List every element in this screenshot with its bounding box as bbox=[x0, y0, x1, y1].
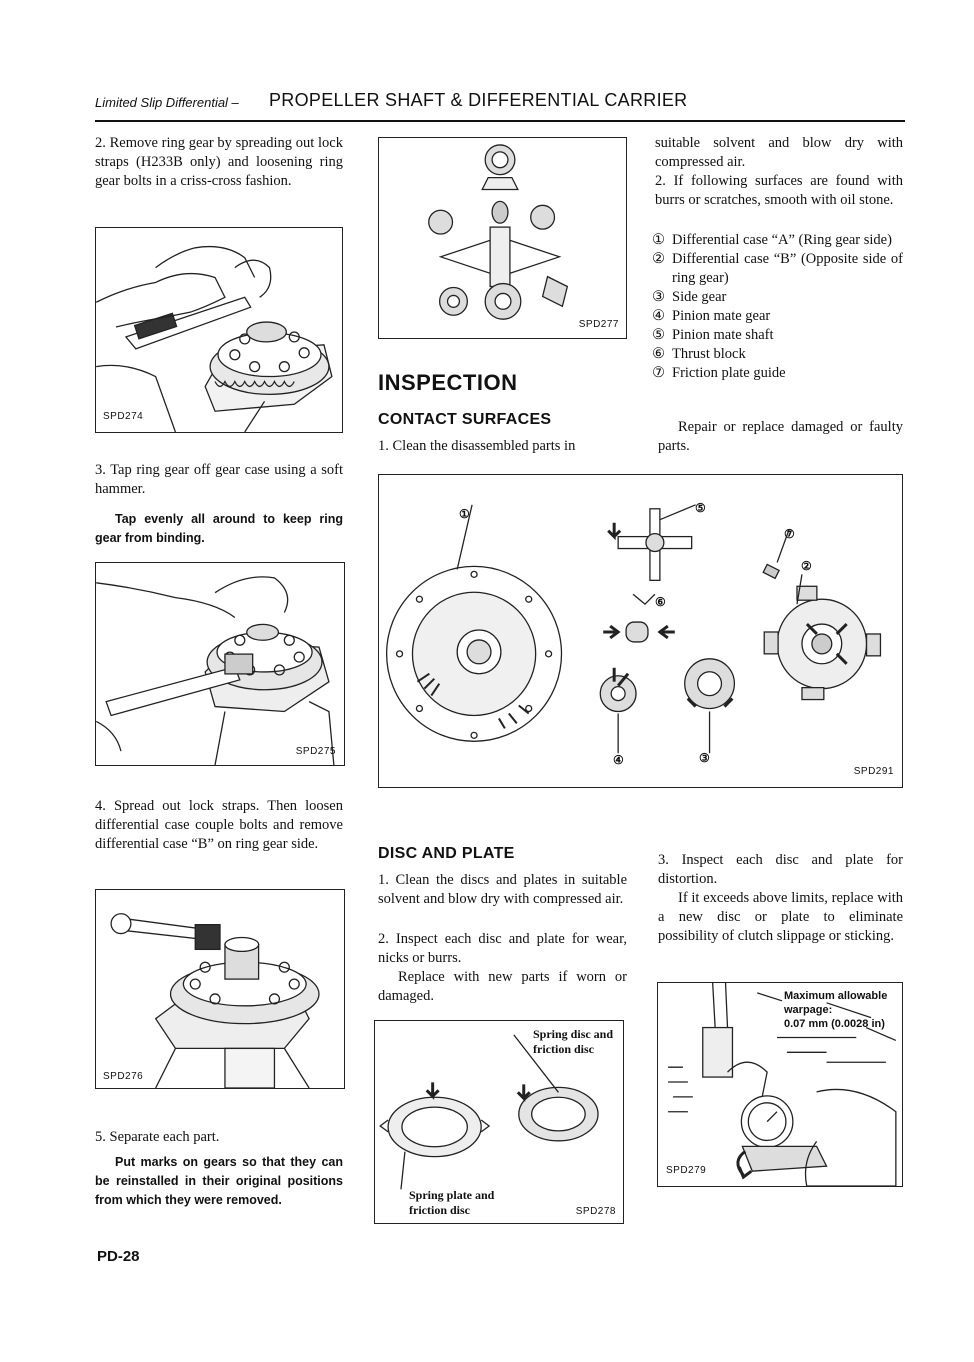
step-4-text: 4. Spread out lock straps. Then loosen differential case couple bolts and remove differential case “B” on ring gear side. bbox=[95, 798, 343, 852]
step-2-text: 2. Remove ring gear by spreading out lock straps (H233B only) and loosening ring gear bolts in a criss-cross fashion. bbox=[95, 135, 343, 189]
list-item: ⑦ Friction plate guide bbox=[652, 365, 786, 381]
section-label: Limited Slip Differential – bbox=[95, 95, 239, 110]
step-5-text: 5. Separate each part. bbox=[95, 1129, 220, 1145]
removing-case-b-illustration bbox=[96, 890, 344, 1088]
page-number: PD-28 bbox=[97, 1248, 140, 1265]
contact-continued-text: suitable solvent and blow dry with compressed air. bbox=[655, 135, 903, 170]
surface-list bbox=[652, 231, 903, 383]
replace-text: Replace with new parts if worn or damaged. bbox=[378, 969, 627, 1004]
step-3-text: 3. Tap ring gear off gear case using a soft hammer. bbox=[95, 462, 343, 497]
page-header bbox=[95, 90, 905, 122]
callout-5: ⑤ bbox=[695, 501, 706, 515]
list-item: ② Differential case “B” (Opposite side of ring gear) bbox=[652, 251, 903, 286]
callout-3: ③ bbox=[699, 751, 710, 765]
figure-code: SPD279 bbox=[666, 1165, 707, 1176]
contact-surfaces-illustration bbox=[379, 475, 902, 787]
figure-code: SPD275 bbox=[295, 746, 336, 757]
warpage-label: Maximum allowable warpage: bbox=[784, 990, 888, 1016]
list-item: ⑥ Thrust block bbox=[652, 346, 746, 362]
figure-spd277 bbox=[378, 137, 627, 339]
figure-code: SPD276 bbox=[103, 1071, 144, 1082]
list-item: ③ Side gear bbox=[652, 289, 727, 305]
callout-2: ② bbox=[801, 559, 812, 573]
disc-step-1-text: 1. Clean the discs and plates in suitable solvent and blow dry with compressed air. bbox=[378, 872, 627, 907]
contact-surfaces-heading: CONTACT SURFACES bbox=[378, 411, 552, 428]
figure-code: SPD278 bbox=[575, 1206, 616, 1217]
spring-plate-label: Spring plate and friction disc bbox=[409, 1188, 495, 1217]
figure-spd274 bbox=[95, 227, 343, 433]
figure-spd278 bbox=[374, 1020, 624, 1224]
exploded-gear-parts-illustration bbox=[379, 138, 626, 338]
figure-spd291 bbox=[378, 474, 903, 788]
page-title: PROPELLER SHAFT & DIFFERENTIAL CARRIER bbox=[269, 90, 688, 110]
callout-4: ④ bbox=[613, 753, 624, 767]
inspection-heading: INSPECTION bbox=[378, 370, 518, 395]
contact-step-2-text: 2. If following surfaces are found with burrs or scratches, smooth with oil stone. bbox=[655, 173, 903, 208]
callout-6: ⑥ bbox=[655, 595, 666, 609]
warpage-value: 0.07 mm (0.0028 in) bbox=[784, 1018, 885, 1030]
figure-spd279 bbox=[657, 982, 903, 1187]
figure-spd275 bbox=[95, 562, 345, 766]
figure-spd276 bbox=[95, 889, 345, 1089]
figure-code: SPD277 bbox=[578, 319, 619, 330]
repair-text: Repair or replace damaged or faulty parts. bbox=[658, 419, 903, 454]
ring-gear-removal-illustration bbox=[96, 228, 342, 432]
figure-code: SPD274 bbox=[103, 411, 144, 422]
contact-step-1-text: 1. Clean the disassembled parts in bbox=[378, 438, 576, 454]
step-5-note: Put marks on gears so that they can be reinstalled in their original positions from which they were removed. bbox=[95, 1155, 343, 1207]
callout-7: ⑦ bbox=[784, 527, 795, 541]
spring-disc-label: Spring disc and friction disc bbox=[533, 1027, 614, 1056]
distortion-text: If it exceeds above limits, replace with a new disc or plate to eliminate possibility of clutch slippage or sticking. bbox=[658, 890, 903, 944]
disc-plate-heading: DISC AND PLATE bbox=[378, 845, 515, 862]
list-item: ④ Pinion mate gear bbox=[652, 308, 771, 324]
figure-code: SPD291 bbox=[853, 766, 894, 777]
step-3-note: Tap evenly all around to keep ring gear from binding. bbox=[95, 512, 343, 545]
disc-step-3-text: 3. Inspect each disc and plate for distortion. bbox=[658, 852, 903, 887]
tapping-ring-gear-illustration bbox=[96, 563, 344, 765]
list-item: ① Differential case “A” (Ring gear side) bbox=[652, 232, 892, 248]
callout-1: ① bbox=[459, 507, 470, 521]
disc-step-2-text: 2. Inspect each disc and plate for wear, nicks or burrs. bbox=[378, 931, 627, 966]
list-item: ⑤ Pinion mate shaft bbox=[652, 327, 774, 343]
